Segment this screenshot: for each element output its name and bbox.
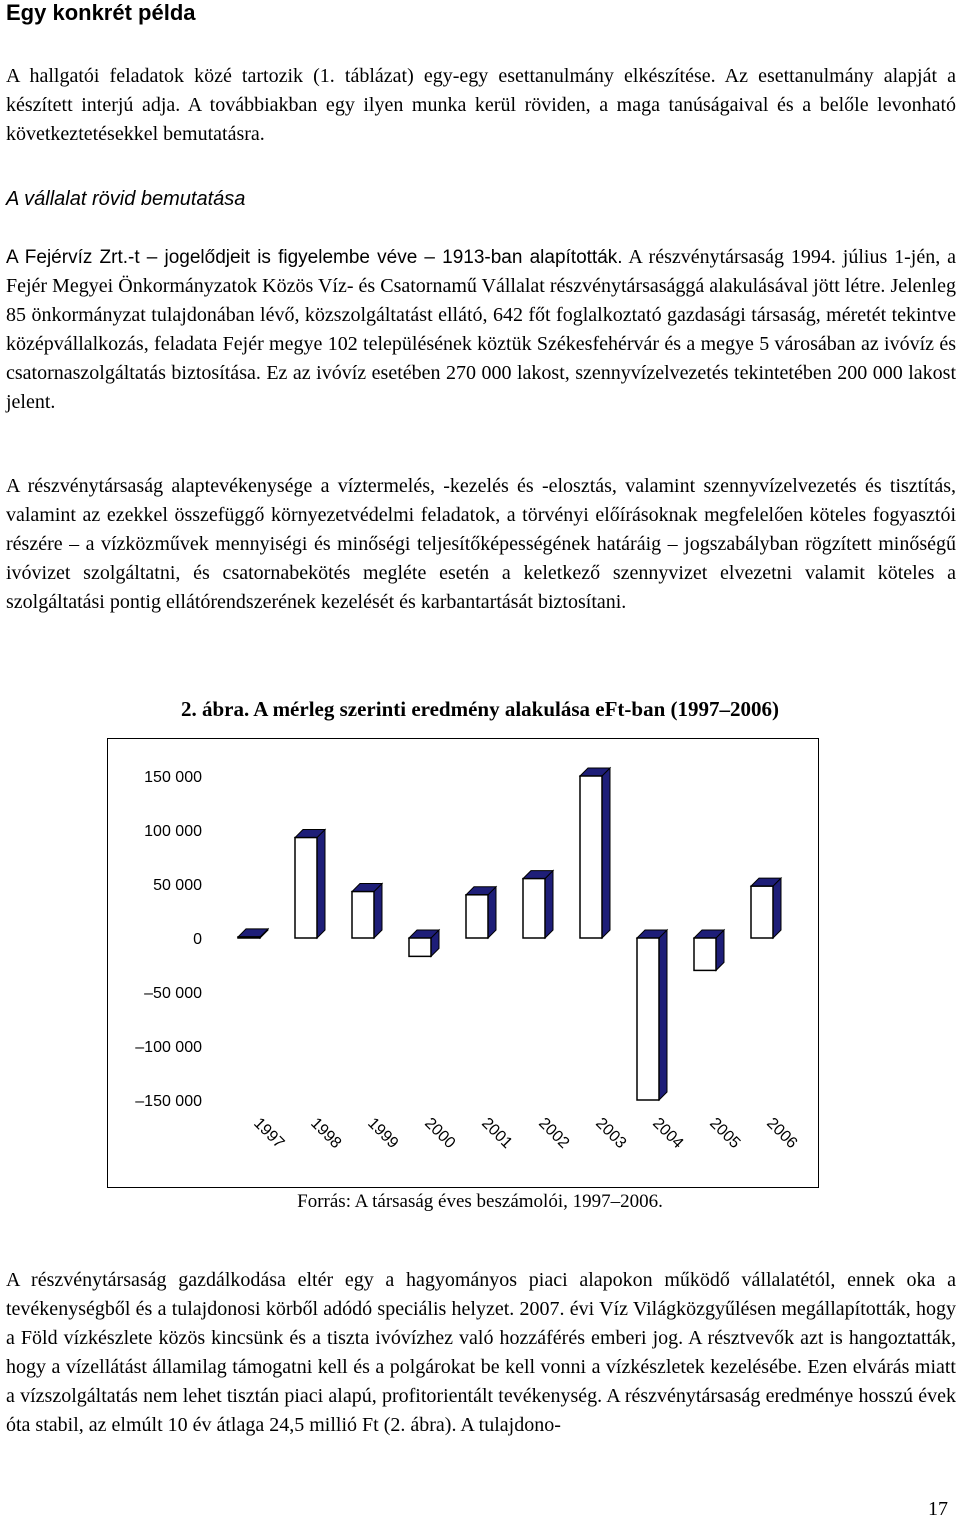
bar (637, 930, 667, 1100)
bar-front (295, 838, 317, 938)
x-tick-label: 1999 (364, 1114, 402, 1152)
bar (751, 878, 781, 938)
y-tick-label: 50 000 (153, 877, 202, 894)
x-tick-label: 2002 (535, 1114, 573, 1152)
company-paragraph (6, 243, 956, 417)
page-number: 17 (928, 1498, 948, 1520)
section-title: A vállalat rövid bemutatása (6, 188, 246, 210)
figure-title: 2. ábra. A mérleg szerinti eredmény alakulása eFt-ban (1997–2006) (180, 697, 780, 721)
bar-side (602, 768, 610, 938)
bar (409, 930, 439, 956)
activity-paragraph: A részvénytársaság alaptevékenysége a víztermelés, -kezelés és -elosztás, valamint szennyvízelvezetés és tisztítás, valamint az ezekkel összefüggő környezetvédelmi feladatok, a törvényi előírásoknak megfelelően köteles fogyasztói részére – a vízközművek mennyiségi és minőségi teljesítőképességének határáig – jogszabályban rögzített minőségű ivóvizet szolgáltatni, és csatornabekötés megléte esetén a keletkező szennyvizet elvezetni valamit köteles a szolgáltatási pontig ellátórendszerének kezelését és karbantartását biztosítani. (6, 475, 956, 613)
bar-side (374, 884, 382, 938)
bar-front (352, 892, 374, 938)
bar-side (659, 930, 667, 1100)
bar-front (580, 776, 602, 938)
x-tick-label: 2003 (592, 1114, 630, 1152)
bar-front (466, 895, 488, 938)
bar (352, 884, 382, 938)
bar (238, 929, 268, 938)
bar-side (545, 871, 553, 938)
bar-chart (108, 739, 818, 1187)
x-tick-label: 2005 (706, 1114, 744, 1152)
bar-front (523, 879, 545, 938)
x-tick-label: 2006 (763, 1114, 801, 1152)
x-tick-label: 2004 (649, 1114, 687, 1152)
y-tick-label: 150 000 (144, 769, 202, 786)
bar-side (317, 830, 325, 938)
closing-paragraph: A részvénytársaság gazdálkodása eltér egy a hagyományos piaci alapokon működő vállalatétól, ennek oka a tevékenységből és a tulajdonosi körből adódó speciális helyzet. 2007. évi Víz Világközgyűlésen megállapították, hogy a Föld vízkészlete közös kincsünk és a tiszta ivóvízhez való hozzáférés emberi jog. A résztvevők azt is hangoztatták, hogy a vízellátást államilag támogatni kell és a polgárokat be kell vonni a vízkészletek kezelésébe. Ezen elvárás miatt a vízszolgáltatás nem lehet tisztán piaci alapú, profitorientált tevékenység. A részvénytársaság eredménye hosszú évek óta stabil, az elmúlt 10 év átlaga 24,5 millió Ft (2. ábra). A tulajdono- (6, 1269, 956, 1436)
chart-frame (107, 738, 819, 1188)
bar-front (637, 938, 659, 1100)
bar-front (238, 937, 260, 938)
bar-side (773, 878, 781, 938)
y-tick-label: 0 (193, 931, 202, 948)
bar-front (694, 938, 716, 970)
bar-front (409, 938, 431, 956)
bar (466, 887, 496, 938)
bar (694, 930, 724, 970)
bar-side (488, 887, 496, 938)
y-tick-label: –150 000 (135, 1093, 202, 1110)
x-tick-label: 2000 (421, 1114, 459, 1152)
y-tick-label: –100 000 (135, 1039, 202, 1056)
intro-paragraph: A hallgatói feladatok közé tartozik (1. táblázat) egy-egy esettanulmány elkészítése. Az esettanulmány alapját a készített interjú adja. A továbbiakban egy ilyen munka kerül röviden, a maga tanúságaival és a belőle levonható következtetésekkel bemutatásra. (6, 65, 956, 145)
bar (580, 768, 610, 938)
x-tick-label: 2001 (478, 1114, 516, 1152)
bar (523, 871, 553, 938)
y-tick-label: 100 000 (144, 823, 202, 840)
y-tick-label: –50 000 (144, 985, 202, 1002)
bar (295, 830, 325, 938)
company-intro-sentence: A Fejérvíz Zrt.-t – jogelődjeit is figyelembe véve – 1913-ban alapították. (6, 247, 623, 268)
figure-source: Forrás: A társaság éves beszámolói, 1997–2006. (297, 1191, 663, 1212)
company-description: A részvénytársaság 1994. július 1-jén, a Fejér Megyei Önkormányzatok Közös Víz- és Csatornamű Vállalat részvénytársasággá alakulásával jött létre. Jelenleg 85 önkormányzat tulajdonában lévő, közszolgáltatást ellátó, 642 főt foglalkoztató gazdasági társaság, méretét tekintve középvállalkozás, feladata Fejér megye 102 településének köztük Székesfehérvár és a megye 5 városában az ivóvíz és csatornaszolgáltatás biztosítása. Ez az ivóvíz esetében 270 000 lakost, szennyvízelvezetés tekintetében 200 000 lakost jelent. (6, 246, 956, 413)
bar-front (751, 886, 773, 938)
page-heading: Egy konkrét példa (6, 0, 196, 25)
x-tick-label: 1998 (307, 1114, 345, 1152)
bar-top (238, 929, 268, 937)
x-tick-label: 1997 (250, 1114, 288, 1152)
